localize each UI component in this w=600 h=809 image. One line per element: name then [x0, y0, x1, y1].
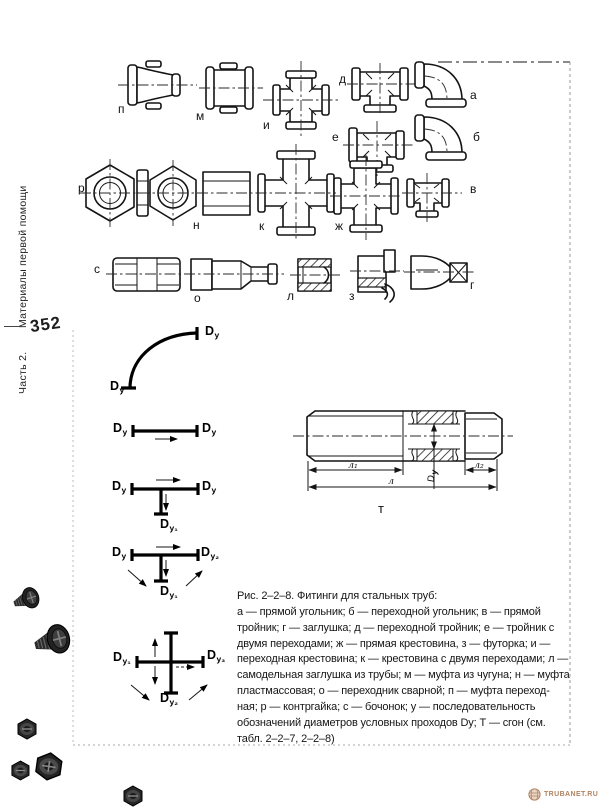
- label-i: и: [263, 118, 270, 132]
- caption-line: Рис. 2–2–8. Фитинги для стальных труб:: [237, 590, 438, 602]
- dy-label: $D_у$: [202, 479, 217, 495]
- dy1-label: $D_{у_1}$: [113, 650, 131, 666]
- dy-label: $D_у$: [202, 421, 217, 437]
- label-z: з: [349, 289, 355, 303]
- dy-diagram-tee: [132, 480, 198, 514]
- label-g: г: [470, 278, 475, 292]
- dy1-label: $D_{у_1}$: [160, 584, 178, 600]
- label-k: к: [259, 219, 265, 233]
- dy-diagram-reducing-tee: [128, 547, 202, 586]
- label-s: с: [94, 262, 100, 276]
- caption-line: а — прямой угольник; б — переходной угольник; в — прямой: [237, 605, 541, 618]
- bolt-photo-4: [124, 786, 142, 806]
- label-b: б: [473, 130, 480, 144]
- label-a: а: [470, 88, 477, 102]
- caption-line: тройник; г — заглушка; д — переходной тройник; е — тройник с: [237, 621, 555, 634]
- label-d: д: [339, 72, 347, 86]
- caption-line: переходная крестовина; к — крестовина с двумя переходами; л —: [237, 653, 569, 666]
- fitting-drawing-p: [118, 61, 197, 109]
- page-number: 352: [28, 312, 63, 337]
- dy-label: $D_у$: [205, 324, 220, 340]
- fitting-drawing-o-reducer: [184, 259, 284, 290]
- screw-photo-1: [11, 585, 42, 613]
- sidebar-divider: [4, 326, 22, 327]
- dy2-label: $D_{у_2}$: [201, 545, 220, 561]
- sgon-drawing-t: [293, 411, 513, 491]
- dy2-label: $D_{у_2}$: [160, 691, 179, 707]
- fitting-drawing-k-cross: [258, 144, 334, 240]
- caption-line: пластмассовая; о — переходник сварной; п — муфта переход-: [237, 685, 550, 698]
- globe-icon: [528, 788, 541, 801]
- bolt-photo-2: [12, 761, 29, 780]
- fitting-drawing-b: [415, 115, 466, 160]
- screw-photo-2: [31, 622, 72, 658]
- dim-l1-label: л₁: [348, 460, 358, 471]
- dim-l2-label: л₂: [474, 460, 484, 471]
- caption-line: обозначений диаметров условных проходов Dy; Т — сгон (см.: [237, 716, 546, 729]
- caption-line: ная; р — контргайка; с — бочонок; у — последовательность: [237, 700, 536, 713]
- dy-label: $D_у$: [112, 479, 127, 495]
- dim-dy-label: Dу: [426, 469, 439, 482]
- label-p: п: [118, 102, 125, 116]
- fitting-drawing-l-plug: [290, 259, 340, 291]
- sidebar-section-title: Материалы первой помощи: [17, 185, 29, 328]
- caption-line: самодельная заглушка из трубы; м — муфта из чугуна; н — муфта: [237, 669, 570, 682]
- dy-label: $D_у$: [110, 379, 125, 395]
- dy-diagram-straight: [133, 425, 197, 439]
- caption-line: двумя переходами; ж — прямая крестовина, з — футорка; и —: [237, 637, 551, 650]
- label-zh: ж: [335, 219, 344, 233]
- label-e: е: [332, 130, 339, 144]
- watermark-text: TRUBANET.RU: [544, 791, 599, 798]
- dy-diagram-cross: [131, 633, 207, 700]
- fitting-drawing-v-tee: [402, 173, 462, 222]
- fitting-drawing-s-barrel: [106, 258, 188, 291]
- dy-label: $D_у$: [112, 545, 127, 561]
- label-n: н: [193, 218, 200, 232]
- bolt-photo-3: [35, 751, 63, 781]
- fitting-drawing-i: [263, 61, 339, 139]
- fitting-drawing-n-coupling: [203, 172, 250, 215]
- label-r: р: [78, 181, 85, 195]
- label-t: т: [378, 501, 384, 516]
- dy1-label: $D_{у_1}$: [160, 517, 178, 533]
- dy-diagram-elbow: [121, 327, 197, 388]
- sidebar-part-title: Часть 2.: [17, 351, 29, 394]
- fitting-drawing-a: [415, 62, 466, 107]
- dim-l-label: л: [388, 476, 395, 487]
- figure-caption: [237, 589, 577, 747]
- label-l: л: [287, 289, 295, 303]
- dy-label: $D_у$: [113, 421, 128, 437]
- caption-line: табл. 2–2–7, 2–2–8): [237, 732, 335, 745]
- dy3-label: $D_{у_3}$: [207, 648, 226, 664]
- fitting-drawing-m: [199, 63, 263, 113]
- label-o: о: [194, 291, 201, 305]
- label-m: м: [196, 109, 205, 123]
- label-v: в: [470, 182, 477, 196]
- fitting-drawing-d: [347, 63, 415, 115]
- watermark: [528, 788, 598, 801]
- bolt-photo-1: [18, 719, 36, 739]
- fitting-drawing-z-futorka: [350, 250, 404, 302]
- fitting-drawing-g-cap: [404, 256, 476, 292]
